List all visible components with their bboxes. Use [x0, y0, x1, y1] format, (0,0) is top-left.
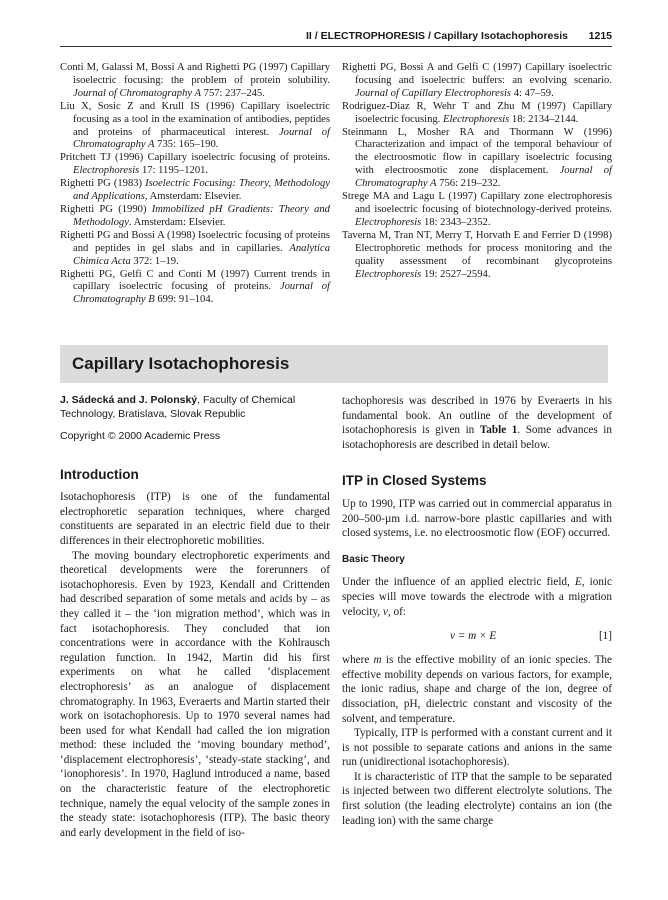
equation-block: [342, 629, 612, 645]
references-right-column: [342, 62, 612, 281]
paragraph: Under the influence of an applied electric field, E, ionic species will move towards the electrode with a migration velocity, v, of:: [342, 576, 612, 618]
reference-item: Strege MA and Lagu L (1997) Capillary zone electrophoresis and isoelectric focusing of biotechnology-derived proteins. Electrophoresis 18: 2343–2352.: [342, 191, 612, 228]
reference-item: Pritchett TJ (1996) Capillary isoelectric focusing of proteins. Electrophoresis 17: 1195–1201.: [60, 152, 330, 177]
section-heading-introduction: Introduction: [60, 466, 139, 482]
copyright-notice: Copyright © 2000 Academic Press: [60, 430, 221, 442]
reference-item: Righetti PG and Bossi A (1998) Isoelectric focusing of proteins and peptides in gel slabs and in capillaries. Analytica Chimica Acta 372: 1–19.: [60, 229, 330, 267]
body-left-column: [60, 394, 330, 840]
article-title: Capillary Isotachophoresis: [72, 354, 290, 373]
author-names: J. Sádecká and J. Polonský: [60, 394, 198, 406]
running-header: [60, 28, 612, 47]
reference-item: Taverna M, Tran NT, Merry T, Horvath E and Ferrier D (1998) Electrophoretic methods for process monitoring and the quality assessment of recombinant glycoproteins Electrophoresis 19: 2527–2594.: [342, 229, 612, 280]
reference-item: Liu X, Sosic Z and Krull IS (1996) Capillary isoelectric focusing as a tool in the examination of antibodies, peptides and proteins of pharmaceutical interest. Journal of Chromatography A 735: 165–190.: [60, 100, 330, 151]
section-heading-itp-closed: ITP in Closed Systems: [342, 473, 487, 489]
reference-item: Rodriguez-Diaz R, Wehr T and Zhu M (1997) Capillary isoelectric focusing. Electrophoresis 18: 2134–2144.: [342, 100, 612, 125]
reference-item: Righetti PG, Bossi A and Gelfi C (1997) Capillary isoelectric focusing and isoelectric buffers: an evolving scenario. Journal of Capillary Electrophoresis 4: 47–59.: [342, 62, 612, 99]
equation: v = m × E: [450, 630, 497, 643]
equation-number: [1]: [598, 630, 612, 643]
reference-item: Righetti PG, Gelfi C and Conti M (1997) Current trends in capillary isoelectric focusing of proteins. Journal of Chromatography B 699: 91–104.: [60, 268, 330, 306]
references-left-column: [60, 62, 330, 307]
reference-item: Steinmann L, Mosher RA and Thormann W (1996) Characterization and impact of the temporal behaviour of the electroosmotic flow in capillary isoelectric focusing with electroosmotic zone displacement. Journal of Chromatography A 756: 219–232.: [342, 126, 612, 190]
reference-item: Conti M, Galassi M, Bossi A and Righetti PG (1997) Capillary isoelectric focusing: the problem of protein solubility. Journal of Chromatography A 757: 237–245.: [60, 62, 330, 99]
paragraph: where m is the effective mobility of an ionic species. The effective mobility depends on various factors, for example, the ionic radius, shape and charge of the ion, degree of dissociation, pH, dielectric constant and viscosity of the solvent, and temperature.: [342, 654, 612, 725]
article-title-banner: [60, 345, 608, 383]
paragraph: It is characteristic of ITP that the sample to be separated is injected between two different electrolyte solutions. The first solution (the leading electrolyte) contains an ion (the leading ion) with the same charge: [342, 770, 612, 827]
running-header-title: II / ELECTROPHORESIS / Capillary Isotachophoresis: [306, 30, 568, 42]
page-number: 1215: [588, 30, 612, 42]
author-affiliation: , Faculty of Chemical Technology, Bratislava, Slovak Republic: [60, 394, 296, 420]
body-right-column: [342, 394, 612, 828]
table-reference-link: Table 1: [479, 424, 518, 437]
reference-item: Righetti PG (1983) Isoelectric Focusing: Theory, Methodology and Applications, Amsterdam: Elsevier.: [60, 178, 330, 203]
paragraph: Isotachophoresis (ITP) is one of the fundamental electrophoretic separation techniques, where charged constituents are separated in an electric field due to their differences in their electrophoretic mobilities.: [60, 491, 330, 547]
paragraph: The moving boundary electrophoretic experiments and theoretical developments were the forerunners of isotachophoresis. Even by 1923, Kendall and Crittenden had described separation of some metals and acids by – as they called it – the ‘ion migration method’, which was in fact isotachophoresis. They concluded that ion concentrations were in accordance with the Kohlrausch regulation function. In 1942, Martin did his first experiments on what he called ‘displacement electrophoresis’ as an analogue of displacement chromatography. In 1963, Everaerts and Martin started their work on isotachophoresis. Up to 1970 several names had been used for what Kendall had called the ion migration method: these included the ‘moving boundary method’, ‘displacement electrophoresis’, ‘steady-state stacking’, and ‘ionophoresis’. In 1970, Haglund introduced a name, based on the characteristic feature of the electrophoretic technique, namely the equal velocity of the sample zones in the steady state: isotachophoresis (ITP). The basic theory and early development in the field of iso-: [60, 549, 330, 839]
subsection-heading-basic-theory: Basic Theory: [342, 553, 405, 565]
paragraph: Typically, ITP is performed with a constant current and it is not possible to separate cations and anions in the same run (unidirectional isotachophoresis).: [342, 727, 612, 769]
author-line: [60, 394, 330, 421]
paragraph: Up to 1990, ITP was carried out in commercial apparatus in 200–500-µm i.d. narrow-bore plastic capillaries and with closed systems, i.e. no electroosmotic flow (EOF) occurred.: [342, 497, 612, 540]
paragraph: tachophoresis was described in 1976 by Everaerts in his fundamental book. An outline of the development of isotachophoresis is given in Table 1. Some advances in isotachophoresis are described in detail below.: [342, 395, 612, 451]
reference-item: Righetti PG (1990) Immobilized pH Gradients: Theory and Methodology. Amsterdam: Elsevier.: [60, 203, 330, 228]
